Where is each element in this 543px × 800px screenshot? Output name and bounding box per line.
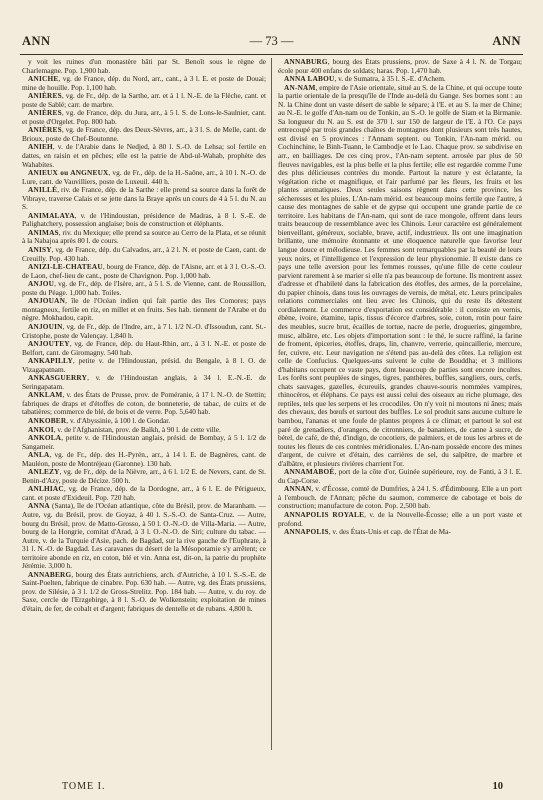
dictionary-entry bbox=[22, 434, 266, 451]
dictionary-entry bbox=[22, 374, 266, 391]
header-right-keyword: ANN bbox=[492, 34, 521, 48]
entry-headword: ANNA LABOU bbox=[284, 74, 335, 84]
entry-headword: ANKLAM bbox=[28, 390, 63, 400]
entry-text: , v. de l'Hindoustan, présidence de Madras, à 8 l. S.-E. de Palighatchery, possession anglaise; bois de construction et éléphants. bbox=[22, 210, 266, 229]
entry-text: , empire de l'Asie orientale, situé au S. de la Chine, et qui occupe toute la partie orientale de la presqu'île de l'Inde au-delà du Gange. Ses bornes sont : au N. la Chine dont un vaste désert de sable le sépare; à l'E. et au S. la mer de Chine; au N.-E. le golfe d'An-nam ou de Tonkin, au S.-O. le golfe de Siam et la Birmanie. Sa longueur du N. au S. est de 370 l. sur 150 de largeur de l'E. à l'O. Ce pays entrecoupé par trois grandes chaînes de montagnes dont plusieurs sont très hautes, est divisé en 5 provinces : l'Annam septent. ou Tonkin, l'An-nam mérid. ou Cochinchine, le Binh-Tuann, le Cambodje et le Lao. Chaque prov. se subdivise en arr., en bailliages. De ces cinq prov., l'An-nam septent. arrosée par plus de 50 fleuves navigables, est la plus belle et la plus fertile; elle est regardée comme l'une des plus délicieuses contrées du monde. Partout la nature y est éclatante, la végétation riche et magnifique, et l'air parfumé par les fleurs, les fruits et les plantes aromatiques. Deux seules saisons règnent dans cette province, les sécheresses et les pluies. L'An-nam mérid. est beaucoup moins fertile que l'autre, à cause des montagnes de sable et de gypse qui occupent une grande partie de ce territoire. Les habitans de l'An-nam, qui sont de race mongole, offrent dans leurs traits beaucoup de ressemblance avec les Chinois. Leur caractère est généralement bienveillant, généreux, sociable, brave, actif, industrieux. Ils ont une imagination brillante, une mémoire étonnante et une éloquence naturelle que favorise leur langue douce et mélodieuse. Les femmes sont remarquables par la beauté de leurs yeux noirs, et l'intelligence et l'expression de leur physionomie. Il existe dans ce pays une telle aversion pour les femmes rousses, qu'une fille de cette couleur parvient rarement à se marier si elle n'a pas beaucoup de fortune. Ils montrent assez d'adresse et d'habileté dans la fabrication des étoffes, des armes, de la porcelaine, du papier chinois, dans tous les ouvrages de vernis, de métal, etc. Leurs principales relations commerciales ont lieu avec les Chinois, qui du reste ils détestent cordialement. Le commerce d'exportation est considérable : il consiste en vernis, ébène, ivoire, étamine, tapis, tissus d'écorce d'arbres, soie, coton, rotin pour faire des meubles, sucre brut, écailles de tortue, nacre de perle, drogueries, gingembre, musc, albâtre, etc. Les objets d'importation sont : le thé, le sucre raffiné, la farine de froment, épiceries, étoffes, draps, lin, chanvre, verrerie, quincaillerie, mercure, fer, cuivre, etc. Leur navigation ne s'étend pas au-delà des côtes. La religion est celle de Confucius. Quelques-uns suivent le culte de Bouddha; et 3 millions d'habitans occupent ce vaste pays, dont beaucoup de parties sont encore incultes. Les forêts sont peuplées de singes, tigres, panthères, buffles, sangliers, ours, cerfs, chats sauvages, gazelles, écureuils, grandes chauve-souris nommées vampires, rhinocéros, et éléphans. Ce pays est aussi celui des oiseaux au riche plumage, des reptiles, tels que les serpens et les crocodiles. On n'y voit ni moutons ni ânes; mais des chevaux, des bœufs et surtout des buffles. Le sol produit sans aucune culture le bambou, l'ananas et une foule de plantes propres à ce climat; et partout le sol est paré de grenadiers, d'orangers, de citronniers, de bananiers, de canne à sucre, de bétel, de café, de thé, d'indigo, de cocotiers, de palmiers, et de tous les arbres et de toutes les fleurs de ces contrées méridionales. L'An-nam possède encore des mines d'argent, de cuivre et d'étain, des carrières de sel, du salpêtre, de marbre et d'albâtre, et plusieurs rivières charrient l'or. bbox=[278, 82, 522, 468]
entry-headword: ANJOUTEY bbox=[28, 339, 70, 349]
entry-text: , riv. de France, dép. de la Sarthe : elle prend sa source dans la forêt de Vibraye, traverse Calais et se jette dans la Braye après un cours de 4 à 5 l. du N. au S. bbox=[22, 185, 266, 212]
entry-headword: ANNABERG bbox=[28, 569, 72, 579]
entry-headword: ANICHE bbox=[28, 74, 59, 84]
entry-text: , vg. de Fr., dép. de la H.-Saône, arr., à 10 l. N.-O. de Lure, cant. de Vauvilliers, poste de Luxeuil. 440 h. bbox=[22, 168, 266, 186]
entry-headword: ANJOUIN bbox=[28, 321, 63, 331]
entry-headword: ANNAPOLIS ROYALE bbox=[284, 509, 365, 519]
entry-headword: ANIÈRES bbox=[28, 108, 62, 118]
entry-headword: ANNAMABOÉ bbox=[284, 467, 335, 477]
entry-headword: ANKOLA bbox=[28, 433, 62, 443]
entry-text: , v. de l'Arabie dans le Nedjed, à 80 l. S.-O. de Lehsa; sol fertile en dattes, en raisin et en pêches; elle est la patrie de Abd-ul-Wahab, prophète des Wahabites. bbox=[22, 142, 266, 169]
dictionary-entry bbox=[278, 58, 522, 75]
page-footer bbox=[22, 781, 521, 795]
entry-headword: ANIÈRES bbox=[28, 91, 62, 101]
entry-text: , v. de l'Hindoustan anglais, à 34 l. E.-N.-E. de Seringapatam. bbox=[22, 373, 266, 391]
entry-text: , v. de l'Afghanistan, prov. de Balkh, à 90 l. de cette ville. bbox=[53, 424, 221, 434]
entry-text: , v. des États de Prusse, prov. de Poméranie, à 17 l. N.-O. de Stettin; fabriques de draps et d'étoffes de coton, de bonneterie, de tabac, de cuirs et de tabatières; commerce de blé, de bois et de verre. Pop. 5,640 hab. bbox=[22, 390, 266, 417]
entry-headword: ANIEUX ou ANGNEUX bbox=[28, 168, 109, 178]
dictionary-entry bbox=[22, 297, 266, 323]
entry-headword: ANNAPOLIS bbox=[284, 527, 329, 537]
running-header bbox=[22, 34, 521, 50]
entry-text: , vg. de Fr., dép. de l'Isère, arr., à 5 l. S. de Vienne, cant. de Roussillon, poste du Péage. 1,000 hab. Toiles. bbox=[22, 279, 266, 297]
dictionary-entry bbox=[22, 280, 266, 297]
entry-text: , v. d'Écosse, comté de Dumfries, à 24 l. S. d'Édimbourg. Elle a un port à l'embouch. de l'Annan; pêche du saumon, commerce de cabotage et bois de construction; manufacture de coton. Pop. 2,500 hab. bbox=[278, 484, 522, 511]
entry-headword: ANIZI-LE-CHATEAU bbox=[28, 262, 103, 272]
entry-headword: ANJOUAN bbox=[28, 296, 66, 306]
entry-headword: ANNABURG bbox=[284, 58, 328, 66]
column-divider bbox=[271, 58, 272, 750]
dictionary-entry bbox=[278, 528, 522, 537]
dictionary-entry bbox=[22, 186, 266, 212]
dictionary-entry bbox=[22, 468, 266, 485]
entry-headword: ANLEZY bbox=[28, 467, 60, 477]
entry-text: , petite v. de l'Hindoustan anglais, présid. de Bombay, à 5 l. 1/2 de Sangameir. bbox=[22, 433, 266, 451]
dictionary-entry bbox=[22, 451, 266, 468]
dictionary-entry bbox=[22, 323, 266, 340]
entry-headword: AN-NAM bbox=[284, 82, 316, 92]
entry-headword: ANIEH bbox=[28, 142, 53, 152]
dictionary-entry bbox=[22, 169, 266, 186]
entry-text: , bourg des États autrichiens, arch. d'Autriche, à 10 l. S.-S.-E. de Saint-Poelten, fabrique de cinabre. Pop. 630 hab. — Autre, vg. des États prussiens, prov. de Silésie, à 3 l. 1/2 de Gross-Strelitz. Pop. 184 hab. — Autre, v. du roy. de Saxe, cercle de l'Erzgebirge, à 8 l. S.-O. de Wolkenstein; exploitation de mines d'étain, de fer, de cobalt et d'argent; fabriques de dentelle et de rubans. 4,800 h. bbox=[22, 569, 266, 613]
entry-headword: ANISY bbox=[28, 245, 52, 255]
entry-text: , vg. de France, dép. des Deux-Sèvres, arr., à 3 l. S. de Melle, cant. de Brioux, poste de Chef-Boutonne. bbox=[22, 125, 266, 143]
entry-text: , v. d'Abyssinie, à 100 l. de Gondar. bbox=[66, 415, 171, 425]
dictionary-entry bbox=[22, 143, 266, 169]
header-left-keyword: ANN bbox=[22, 34, 51, 48]
entry-headword: ANKOI bbox=[28, 424, 54, 434]
dictionary-entry bbox=[22, 109, 266, 126]
entry-text: , bourg de France, dép. de l'Aisne, arr. et à 3 l. O.-S.-O. de Laon, chef-lieu de cant., poste de Chavignon. Pop. 1,000 hab. bbox=[22, 262, 266, 280]
dictionary-entry bbox=[22, 571, 266, 614]
entry-text: y voit les ruines d'un monastère bâti par St. Benoît sous le règne de Charlemagne. Pop. 1,900 hab. bbox=[22, 58, 266, 75]
entry-text: , vg. de Fr., dép. de la Sarthe, arr. et à 1 l. N.-E. de la Flèche, cant. et poste de Sablé; carr. de marbre. bbox=[22, 91, 266, 109]
entry-headword: ANJOU bbox=[28, 279, 55, 289]
dictionary-entry bbox=[278, 485, 522, 511]
entry-text: , vg. de France, dép. du Haut-Rhin, arr., à 3 l. N.-E. et poste de Belfort, cant. de Giromagny. 540 hab. bbox=[22, 339, 266, 357]
dictionary-entry bbox=[22, 58, 266, 75]
entry-text: , petite v. de l'Hindoustan, présid. du Bengale, à 8 l. O. de Vizagapatnam. bbox=[22, 356, 266, 374]
dictionary-entry bbox=[22, 126, 266, 143]
entry-text: , vg. de Fr., dép. de la Nièvre, arr., à 6 l. 1/2 E. de Nevers, cant. de St. Benin-d'Azy, poste de Décize. 500 h. bbox=[22, 467, 266, 485]
entry-text: , vg. de France, dép. du Jura, arr., à 5 l. S. de Lons-le-Saulnier, cant. et poste d'Orgelet. Pop. 800 hab. bbox=[22, 108, 266, 126]
entry-headword: ANLHIAC bbox=[28, 484, 64, 494]
entry-text: , vg. de France, dép. du Nord, arr., cant., à 3 l. E. et poste de Douai; mine de houille. Pop. 1,100 hab. bbox=[22, 74, 266, 92]
dictionary-entry bbox=[22, 263, 266, 280]
dictionary-entry bbox=[278, 468, 522, 485]
dictionary-entry bbox=[22, 485, 266, 502]
dictionary-entry bbox=[22, 357, 266, 374]
entry-headword: ANIMALAYA bbox=[28, 210, 75, 220]
entry-headword: ANKAPILLY bbox=[28, 356, 73, 366]
entry-headword: ANKOBER bbox=[28, 415, 67, 425]
dictionary-entry bbox=[22, 502, 266, 570]
entry-text: , vg. de France, dép. de la Dordogne, arr., à 6 l. E. de Périgueux, cant. et poste d'Exideuil. Pop. 720 hab. bbox=[22, 484, 266, 502]
entry-headword: ANNA bbox=[28, 501, 50, 511]
entry-text: , v. de la Nouvelle-Écosse; elle a un port vaste et profond. bbox=[278, 509, 522, 528]
dictionary-entry bbox=[22, 75, 266, 92]
volume-label: TOME I. bbox=[62, 781, 106, 792]
entry-text: , v. des États-Unis et cap. de l'État de Ma- bbox=[328, 527, 451, 537]
entry-text: , bourg des États prussiens, prov. de Saxe à 4 l. N. de Torgau; école pour 400 enfans de soldats; haras. Pop. 1,470 hab. bbox=[278, 58, 522, 75]
dictionary-entry bbox=[22, 92, 266, 109]
page-number: — 73 — bbox=[249, 34, 294, 48]
entry-headword: ANIMAS bbox=[28, 227, 59, 237]
entry-headword: ANIÈRES bbox=[28, 125, 62, 135]
entry-text: , v. de Sumatra, à 35 l. S.-E. d'Achem. bbox=[334, 74, 446, 84]
dictionary-entry bbox=[22, 340, 266, 357]
header-rule bbox=[20, 54, 523, 55]
signature-mark: 10 bbox=[492, 781, 503, 792]
entry-text: , vg. de Fr., dép. des H.-Pyrén., arr., à 14 l. E. de Bagnères, cant. de Mauléon, poste de Montréjeau (Garonne). 130 hab. bbox=[22, 450, 266, 468]
entry-text: , vg. de France, dép. du Calvados, arr., à 2 l. N. et poste de Caen, cant. de Creuilly. Pop. 430 hab. bbox=[22, 245, 266, 263]
left-column bbox=[22, 58, 266, 758]
dictionary-entry bbox=[22, 246, 266, 263]
entry-text: , riv. du Mexique; elle prend sa source au Cerro de la Plata, et se réunit à la Nabajoa après 80 l. de cours. bbox=[22, 227, 266, 246]
dictionary-entry bbox=[278, 511, 522, 528]
entry-headword: ANLA bbox=[28, 450, 50, 460]
entry-text: , île de l'Océan indien qui fait partie des îles Comores; pays montagneux, fertile en riz, en millet et en fruits. Ses hab. tiennent de l'Arabe et du nègre. Mokhadou, capit. bbox=[22, 296, 266, 323]
entry-headword: ANNAN bbox=[284, 484, 312, 494]
dictionary-entry bbox=[278, 84, 522, 469]
entry-text: , vg. de Fr., dép. de l'Indre, arr., à 7 l. 1/2 N.-O. d'Issoudun, cant. St.-Cristophe, poste de Valençay. 1,840 h. bbox=[22, 321, 266, 340]
entry-text: (Santa), île de l'Océan atlantique, côte du Brésil, prov. de Maranham. — Autre, vg. du Brésil, prov. de Goyaz, à 40 l. S.-S.-O. de Santa-Cruz. — Autre, bourg du Brésil, prov. de Matto-Grosso, à 50 l. O.-N.-O. de Villa-Maria. — Autre, bourg de la Hongrie, comitat d'Arad, à 3 l. O.-N.-O. de Siri; culture du tabac. — Autre, v. de la Turquie d'Asie, pach. de Bagdad, sur la rive gauche de l'Euphrate, à 31 l. N.-O. de Bagdad. Les caravanes du désert de la Mésopotamie s'y arrêtent; ce territoire abonde en riz, en coton, blé et vin. Anna est, dit-on, la patrie du prophète Jérémie. 3,000 h. bbox=[22, 501, 266, 571]
entry-headword: ANILLÉ bbox=[28, 185, 58, 195]
dictionary-entry bbox=[22, 212, 266, 229]
dictionary-entry bbox=[22, 391, 266, 417]
entry-headword: ANKASGUERRY bbox=[28, 373, 88, 383]
right-column bbox=[278, 58, 522, 758]
entry-text: , port de la côte d'or, Guinée supérieure, roy. de Fanti, à 3 l. E. du Cap-Corse. bbox=[278, 467, 522, 485]
dictionary-entry bbox=[22, 229, 266, 246]
